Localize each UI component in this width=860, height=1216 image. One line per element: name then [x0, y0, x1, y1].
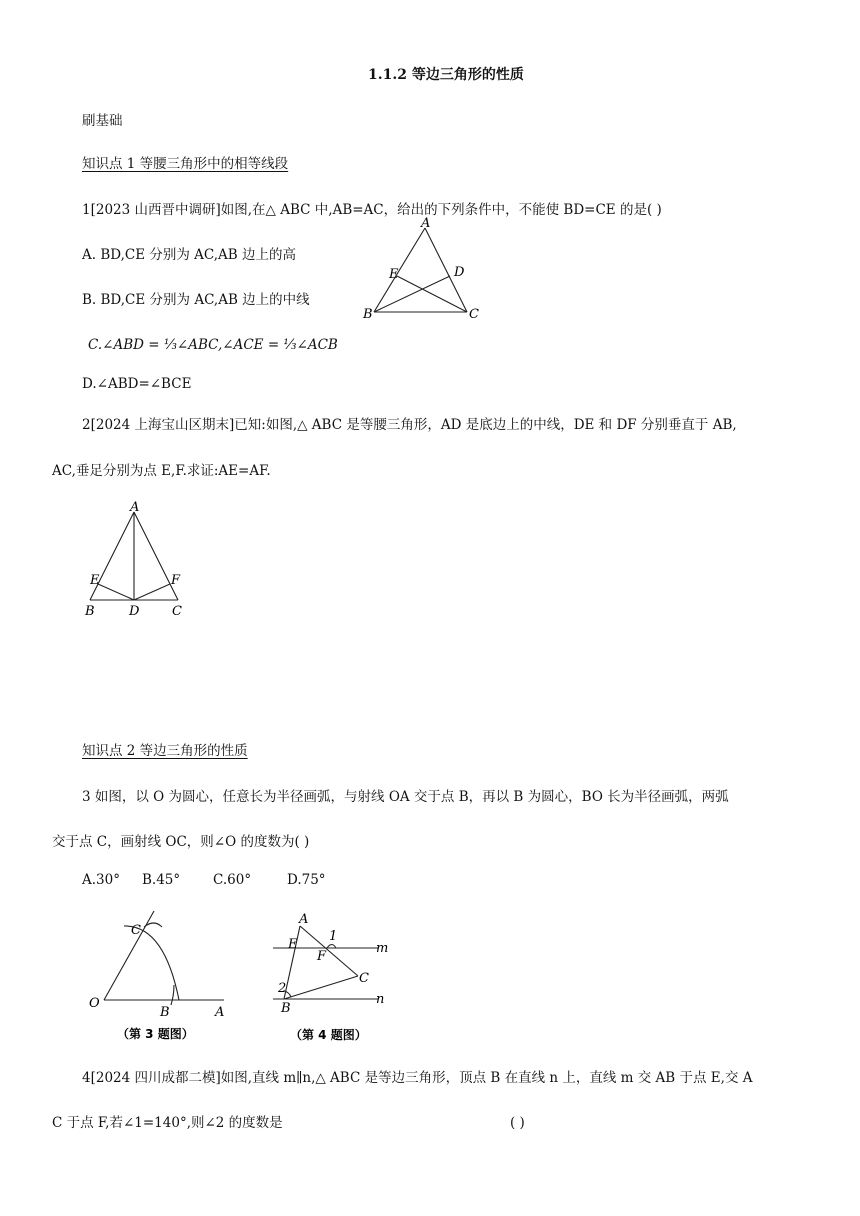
q3-option-d: D.75°: [287, 872, 326, 888]
q4-label-n: n: [376, 992, 385, 1007]
q4-answer-paren: ( ): [510, 1115, 525, 1131]
q2-label-f: F: [171, 573, 181, 588]
q1-label-c: C: [469, 307, 479, 322]
q3-label-b: B: [160, 1005, 170, 1020]
q3-caption: （第 3 题图）: [117, 1027, 194, 1041]
q4-angle-2: 2: [278, 981, 287, 996]
q1-figure: [362, 214, 492, 324]
q2-label-c: C: [172, 604, 182, 619]
q4-label-a: A: [299, 912, 309, 927]
q1-label-b: B: [363, 307, 373, 322]
q4-caption: （第 4 题图）: [290, 1028, 367, 1042]
basic-heading: 刷基础: [82, 113, 123, 129]
q2-line-1: 2[2024 上海宝山区期末]已知:如图,△ ABC 是等腰三角形，AD 是底边上的中线，DE 和 DF 分别垂直于 AB,: [82, 417, 737, 433]
q1-label-e: E: [389, 267, 399, 282]
q1-option-d: D.∠ABD=∠BCE: [82, 376, 192, 392]
q1-option-c: C.∠ABD = ⅓∠ABC,∠ACE = ⅓∠ACB: [88, 337, 338, 353]
q1-stem: 1[2023 山西晋中调研]如图,在△ ABC 中,AB=AC，给出的下列条件中，不能使 BD=CE 的是( ): [82, 202, 662, 218]
section-2-heading: 知识点 2 等边三角形的性质: [82, 743, 248, 759]
q4-label-b: B: [281, 1001, 291, 1016]
q1-option-b: B. BD,CE 分别为 AC,AB 边上的中线: [82, 292, 310, 308]
q3-option-b: B.45°: [142, 872, 181, 888]
q4-line-1: 4[2024 四川成都二模]如图,直线 m∥n,△ ABC 是等边三角形，顶点 B 在直线 n 上，直线 m 交 AB 于点 E,交 A: [82, 1070, 753, 1086]
q1-label-a: A: [421, 216, 431, 231]
q2-figure: [80, 498, 190, 620]
q4-label-c: C: [359, 971, 369, 986]
q4-line-2: C 于点 F,若∠1=140°,则∠2 的度数是: [52, 1115, 283, 1131]
q4-label-m: m: [376, 941, 389, 956]
q2-line-2: AC,垂足分别为点 E,F.求证:AE=AF.: [52, 463, 271, 479]
q4-label-e: E: [288, 937, 298, 952]
q2-label-d: D: [129, 604, 140, 619]
q2-label-b: B: [85, 604, 95, 619]
q1-option-a: A. BD,CE 分别为 AC,AB 边上的高: [82, 247, 297, 263]
q3-option-a: A.30°: [82, 872, 120, 888]
q3-line-1: 3 如图，以 O 为圆心，任意长为半径画弧，与射线 OA 交于点 B，再以 B 为圆心，BO 长为半径画弧，两弧: [82, 789, 729, 805]
q3-option-c: C.60°: [213, 872, 252, 888]
q3-label-a: A: [215, 1005, 225, 1020]
q3-label-c: C: [131, 923, 141, 938]
page-title: 1.1.2 等边三角形的性质: [368, 67, 524, 83]
q4-angle-1: 1: [329, 929, 338, 944]
q4-label-f: F: [317, 949, 327, 964]
q2-label-a: A: [130, 500, 140, 515]
q3-figure: [84, 905, 244, 1047]
q3-label-o: O: [89, 996, 100, 1011]
section-1-heading: 知识点 1 等腰三角形中的相等线段: [82, 156, 289, 172]
q3-line-2: 交于点 C，画射线 OC，则∠O 的度数为( ): [52, 834, 310, 850]
q4-figure: [268, 912, 398, 1048]
q1-label-d: D: [454, 265, 465, 280]
q2-label-e: E: [90, 573, 100, 588]
